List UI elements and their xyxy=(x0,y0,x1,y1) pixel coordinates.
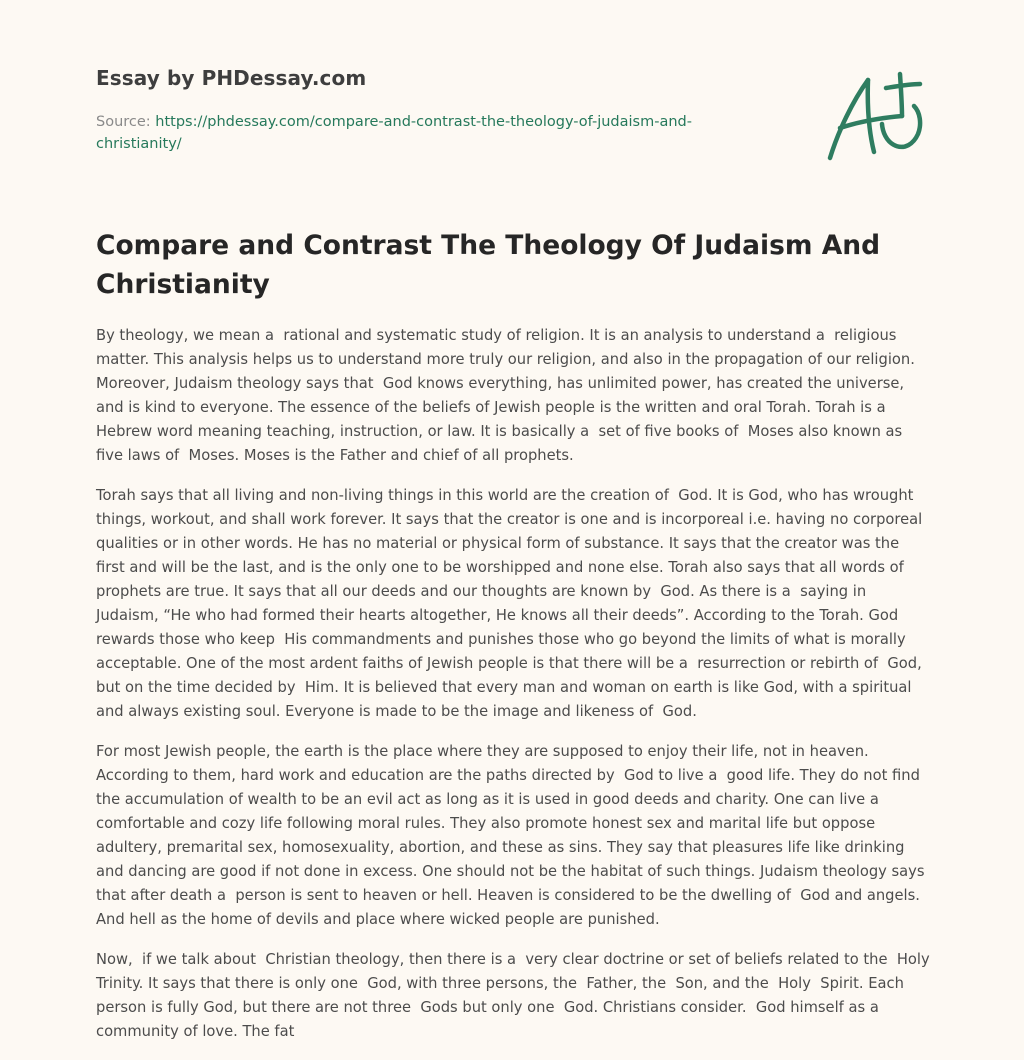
article-body xyxy=(96,324,939,1044)
article-paragraph: Torah says that all living and non-living things in this world are the creation of God. It is God, who has wrought things, workout, and shall work forever. It says that the creator is one and is incorporeal i.e. having no corporeal qualities or in other words. He has no material or physical form of substance. It says that the creator was the first and will be the last, and is the only one to be worshipped and none else. Torah also says that all words of prophets are true. It says that all our deeds and our thoughts are known by God. As there is a saying in Judaism, “He who had formed their hearts altogether, He knows all their deeds”. According to the Torah. God rewards those who keep His commandments and punishes those who go beyond the limits of what is morally acceptable. One of the most ardent faiths of Jewish people is that there will be a resurrection or rebirth of God, but on the time decided by Him. It is believed that every man and woman on earth is like God, with a spiritual and always existing soul. Everyone is made to be the image and likeness of God. xyxy=(96,487,927,720)
site-name: Essay by PHDessay.com xyxy=(96,66,367,90)
source-link[interactable]: https://phdessay.com/compare-and-contrast-the-theology-of-judaism-and-christianity/ xyxy=(96,114,692,152)
source-label: Source: xyxy=(96,114,156,130)
article-paragraph: For most Jewish people, the earth is the place where they are supposed to enjoy their life, not in heaven. According to them, hard work and education are the paths directed by God to live a good life. They do not find the accumulation of wealth to be an evil act as long as it is used in good deeds and charity. One can live a comfortable and cozy life following moral rules. They also promote honest sex and marital life but oppose adultery, premarital sex, homosexuality, abortion, and these as sins. They say that pleasures life like drinking and dancing are good if not done in excess. One should not be the habitat of such things. Judaism theology says that after death a person is sent to heaven or hell. Heaven is considered to be the dwelling of God and angels. And hell as the home of devils and place where wicked people are punished. xyxy=(96,743,930,928)
a-plus-grade-icon xyxy=(822,66,932,166)
page-title: Compare and Contrast The Theology Of Judaism And Christianity xyxy=(96,230,881,300)
article-paragraph: By theology, we mean a rational and systematic study of religion. It is an analysis to understand a religious matter. This analysis helps us to understand more truly our religion, and also in the propagation of our religion. Moreover, Judaism theology says that God knows everything, has unlimited power, has created the universe, and is kind to everyone. The essence of the beliefs of Jewish people is the written and oral Torah. Torah is a Hebrew word meaning teaching, instruction, or law. It is basically a set of five books of Moses also known as five laws of Moses. Moses is the Father and chief of all prophets. xyxy=(96,327,920,464)
source-line xyxy=(96,111,746,155)
article-paragraph: Now, if we talk about Christian theology, then there is a very clear doctrine or set of beliefs related to the Holy Trinity. It says that there is only one God, with three persons, the Father, the Son, and the Holy Spirit. Each person is fully God, but there are not three Gods but only one God. Christians consider. God himself as a community of love. The fat xyxy=(96,951,939,1040)
